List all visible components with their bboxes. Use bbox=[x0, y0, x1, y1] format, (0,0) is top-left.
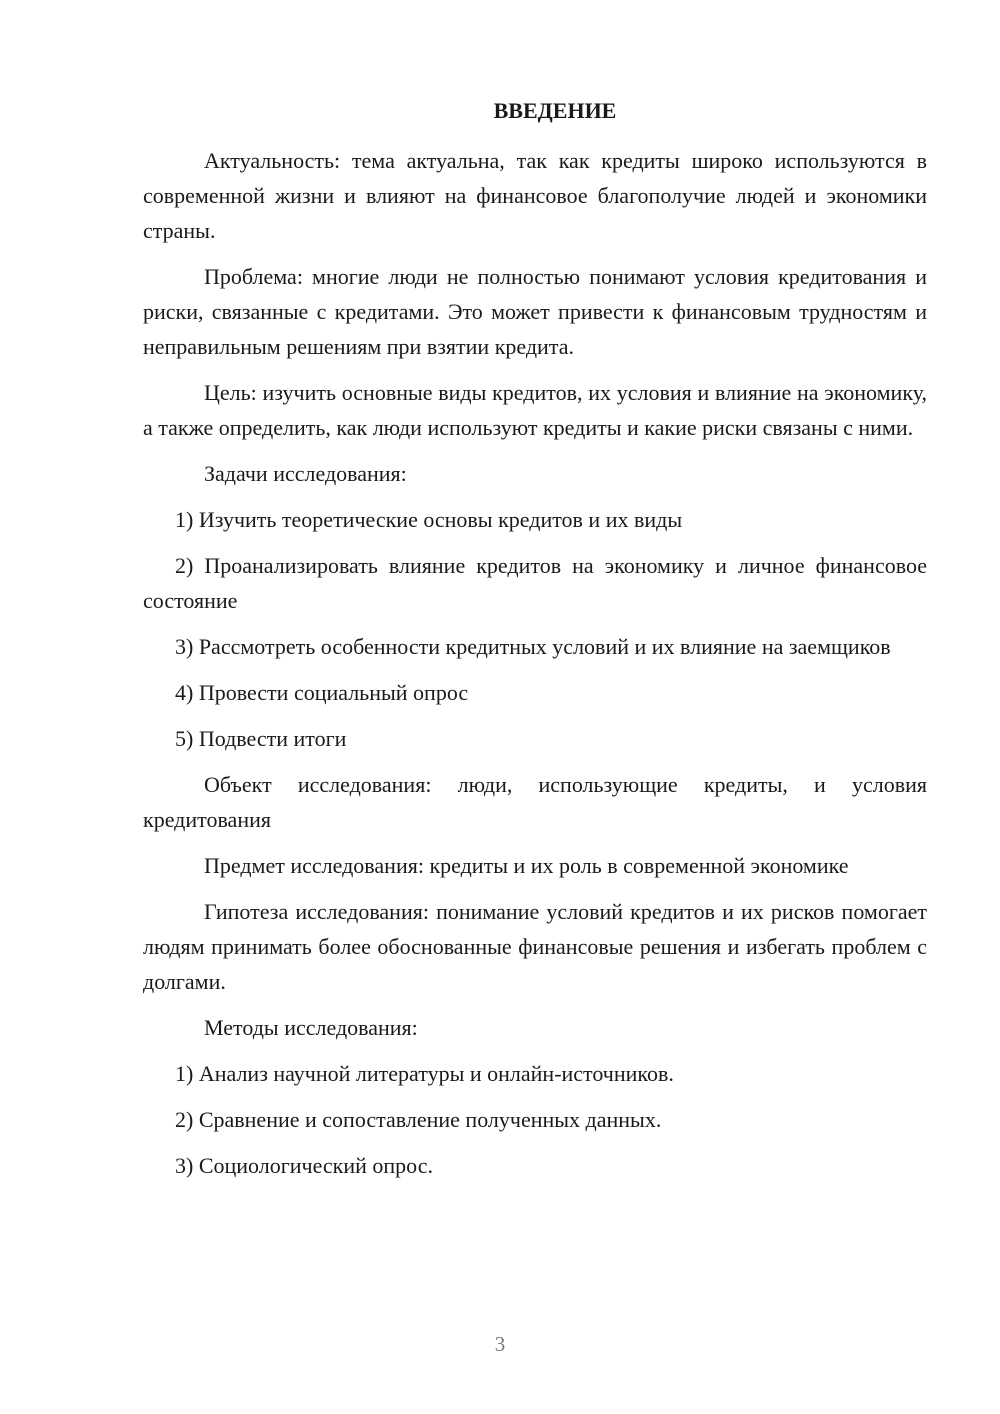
tasks-heading: Задачи исследования: bbox=[204, 461, 407, 486]
method-item: 1) Анализ научной литературы и онлайн-источников. bbox=[175, 1061, 674, 1086]
task-item: 1) Изучить теоретические основы кредитов и их виды bbox=[175, 507, 683, 532]
method-item: 3) Социологический опрос. bbox=[175, 1153, 433, 1178]
method-item: 2) Сравнение и сопоставление полученных данных. bbox=[175, 1107, 662, 1132]
task-item: 4) Провести социальный опрос bbox=[175, 680, 469, 705]
task-item: 2) Проанализировать влияние кредитов на экономику и личное финансовое состояние bbox=[143, 553, 927, 613]
task-item: 5) Подвести итоги bbox=[175, 726, 347, 751]
document-page bbox=[143, 96, 927, 1194]
hypothesis-paragraph: Гипотеза исследования: понимание условий кредитов и их рисков помогает людям принимать более обоснованные финансовые решения и избегать проблем с долгами. bbox=[143, 899, 927, 994]
actuality-paragraph: Актуальность: тема актуальна, так как кредиты широко используются в современной жизни и влияют на финансовое благополучие людей и экономики страны. bbox=[143, 148, 927, 243]
problem-paragraph: Проблема: многие люди не полностью понимают условия кредитования и риски, связанные с кредитами. Это может привести к финансовым трудностям и неправильным решениям при взятии кредита. bbox=[143, 264, 927, 359]
object-paragraph: Объект исследования: люди, использующие кредиты, и условия кредитования bbox=[143, 772, 927, 832]
methods-heading: Методы исследования: bbox=[204, 1015, 418, 1040]
task-item: 3) Рассмотреть особенности кредитных условий и их влияние на заемщиков bbox=[175, 634, 891, 659]
page-number: 3 bbox=[494, 1332, 506, 1356]
goal-paragraph: Цель: изучить основные виды кредитов, их условия и влияние на экономику, а также определить, как люди используют кредиты и какие риски связаны с ними. bbox=[143, 380, 927, 440]
section-title: ВВЕДЕНИЕ bbox=[493, 98, 617, 123]
subject-paragraph: Предмет исследования: кредиты и их роль в современной экономике bbox=[204, 853, 849, 878]
